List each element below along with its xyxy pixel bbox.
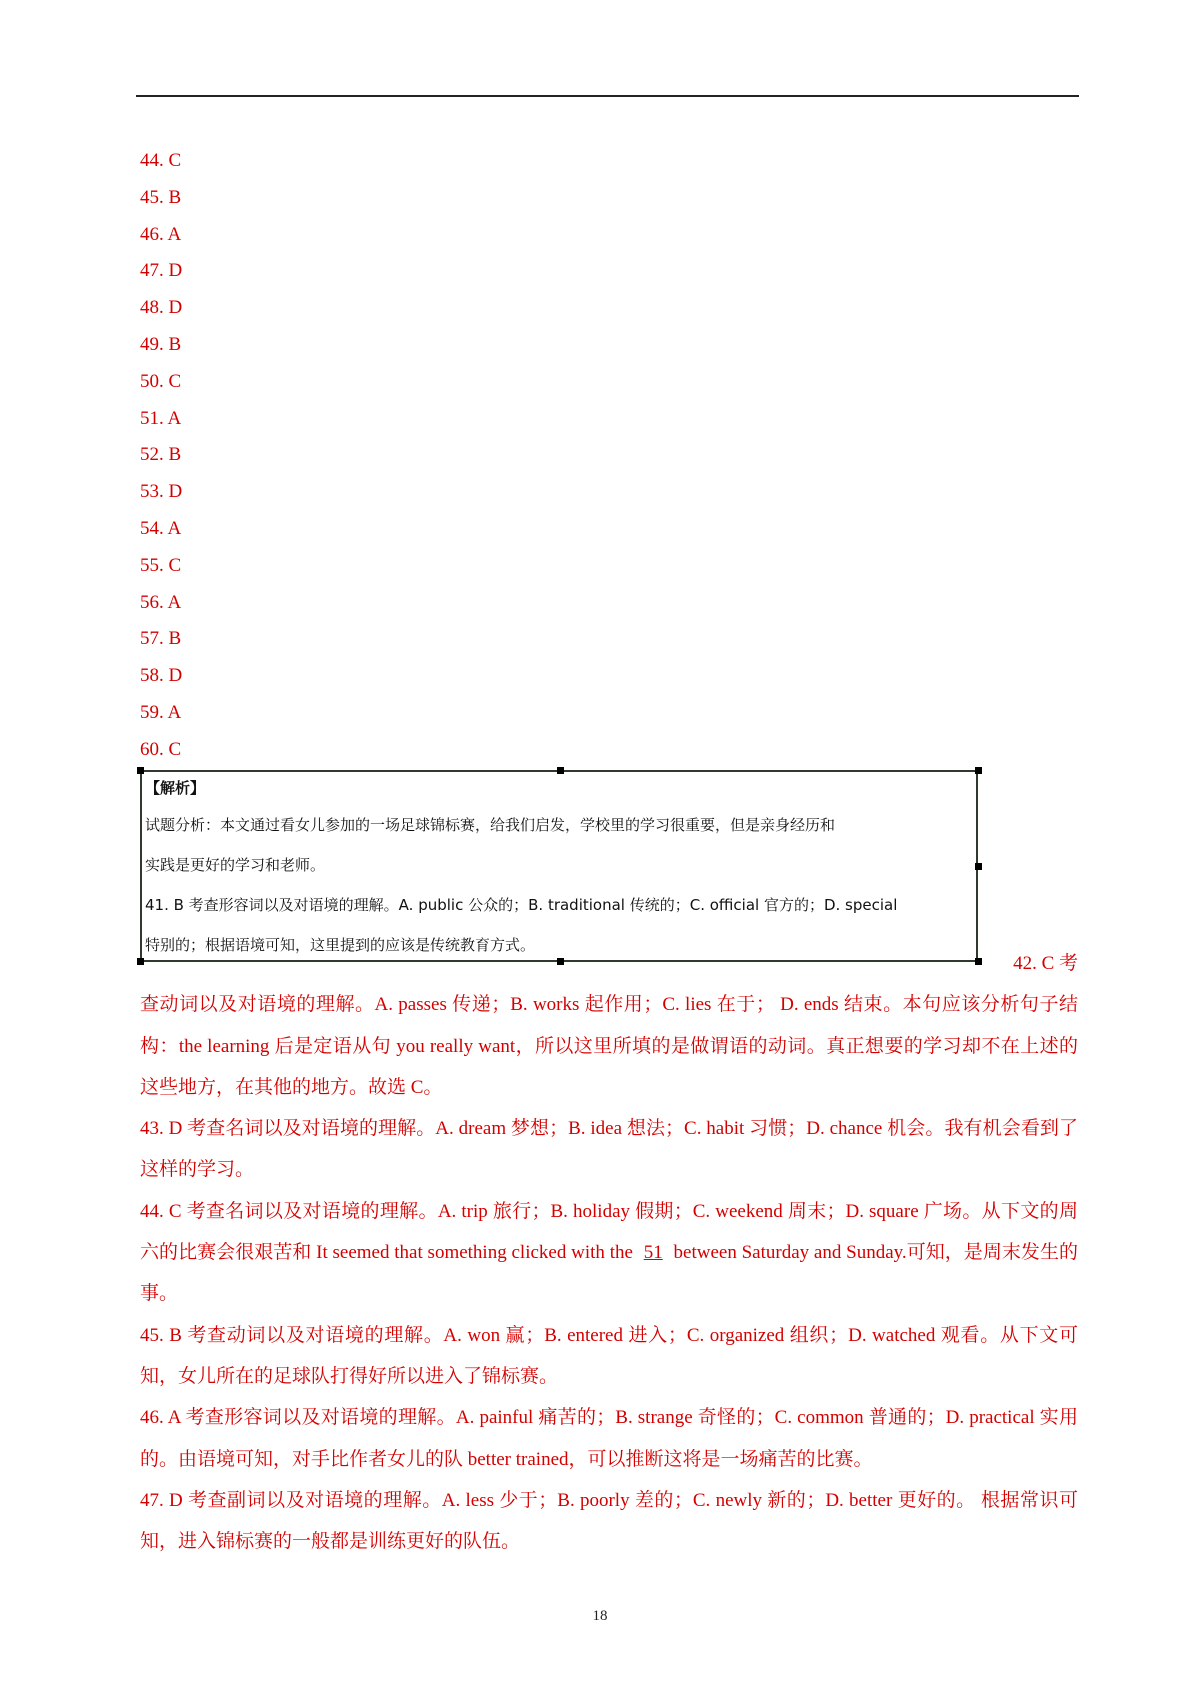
answer-item: 53. D bbox=[140, 481, 183, 503]
answer-item: 52. B bbox=[140, 444, 182, 466]
answer-item: 51. A bbox=[140, 407, 182, 429]
analysis-heading: 【解析】 bbox=[145, 779, 206, 797]
answer-item: 45. B bbox=[140, 186, 182, 208]
header-rule bbox=[136, 95, 1079, 97]
explanation-q45: 45. B 考查动词以及对语境的理解。A. won 赢；B. entered 进入；C. organized 组织；D. watched 观看。从下文可知，女儿所在的足球队打得好所以进入了锦标赛。 bbox=[140, 1324, 1078, 1387]
answer-list bbox=[140, 143, 182, 769]
analysis-image-content bbox=[145, 775, 970, 957]
explanation-q47: 47. D 考查副词以及对语境的理解。A. less 少于；B. poorly 差的；C. newly 新的；D. better 更好的。 根据常识可知，进入锦标赛的一般都是训练更好的队伍。 bbox=[140, 1489, 1078, 1553]
explanation-q44 bbox=[140, 1191, 1078, 1315]
explanation-q46: 46. A 考查形容词以及对语境的理解。A. painful 痛苦的；B. strange 奇怪的；C. common 普通的；D. practical 实用的。由语境可知，对手比作者女儿的队 better trained，可以推断这将是一场痛苦的比赛。 bbox=[140, 1407, 1078, 1470]
explanation-q44-part2: between Saturday and Sunday.可知，是周末发生的事。 bbox=[140, 1242, 1078, 1305]
explanation-section bbox=[140, 943, 1078, 1562]
explanation-q44-part1: 44. C 考查名词以及对语境的理解。A. trip 旅行；B. holiday 假期；C. weekend 周末；D. square 广场。从下文的周六的比赛会很艰苦和 It seemed that something clicked with the bbox=[140, 1200, 1078, 1264]
answer-item: 46. A bbox=[140, 223, 182, 245]
answer-item: 49. B bbox=[140, 333, 182, 355]
answer-item: 59. A bbox=[140, 701, 182, 723]
explanation-q42-head: 42. C 考 bbox=[1013, 953, 1078, 974]
resize-handle-right[interactable] bbox=[975, 863, 982, 870]
page-number: 18 bbox=[592, 1608, 608, 1624]
explanation-q43: 43. D 考查名词以及对语境的理解。A. dream 梦想；B. idea 想法；C. habit 习惯；D. chance 机会。我有机会看到了这样的学习。 bbox=[140, 1118, 1078, 1181]
blank-number: 51 bbox=[643, 1242, 663, 1264]
resize-handle-top[interactable] bbox=[557, 767, 564, 774]
analysis-line: 试题分析：本文通过看女儿参加的一场足球锦标赛，给我们启发，学校里的学习很重要，但是亲身经历和 bbox=[145, 816, 836, 834]
answer-item: 50. C bbox=[140, 370, 182, 392]
answer-item: 56. A bbox=[140, 591, 182, 613]
resize-handle-top-right[interactable] bbox=[975, 767, 982, 774]
answer-item: 47. D bbox=[140, 260, 183, 282]
analysis-line: 特别的；根据语境可知，这里提到的应该是传统教育方式。 bbox=[145, 936, 536, 954]
answer-item: 60. C bbox=[140, 738, 182, 760]
explanation-q42 bbox=[140, 943, 1078, 1108]
answer-item: 54. A bbox=[140, 517, 182, 539]
answer-item: 57. B bbox=[140, 628, 182, 650]
answer-item: 48. D bbox=[140, 297, 183, 319]
answer-item: 58. D bbox=[140, 665, 183, 687]
answer-item: 44. C bbox=[140, 150, 182, 171]
resize-handle-top-left[interactable] bbox=[137, 767, 144, 774]
analysis-line: 41. B 考查形容词以及对语境的理解。A. public 公众的；B. traditional 传统的；C. official 官方的；D. special bbox=[145, 896, 898, 914]
analysis-line: 实践是更好的学习和老师。 bbox=[145, 856, 326, 874]
explanation-q42-body: 查动词以及对语境的理解。A. passes 传递；B. works 起作用；C. lies 在于； D. ends 结束。本句应该分析句子结构：the learning 后是定语从句 you really want，所以这里所填的是做谓语的动词。真正想要的学习却不在上述的这些地方，在其他的地方。故选 C。 bbox=[140, 994, 1078, 1098]
answer-item: 55. C bbox=[140, 554, 182, 576]
embedded-analysis-image[interactable] bbox=[140, 770, 978, 962]
